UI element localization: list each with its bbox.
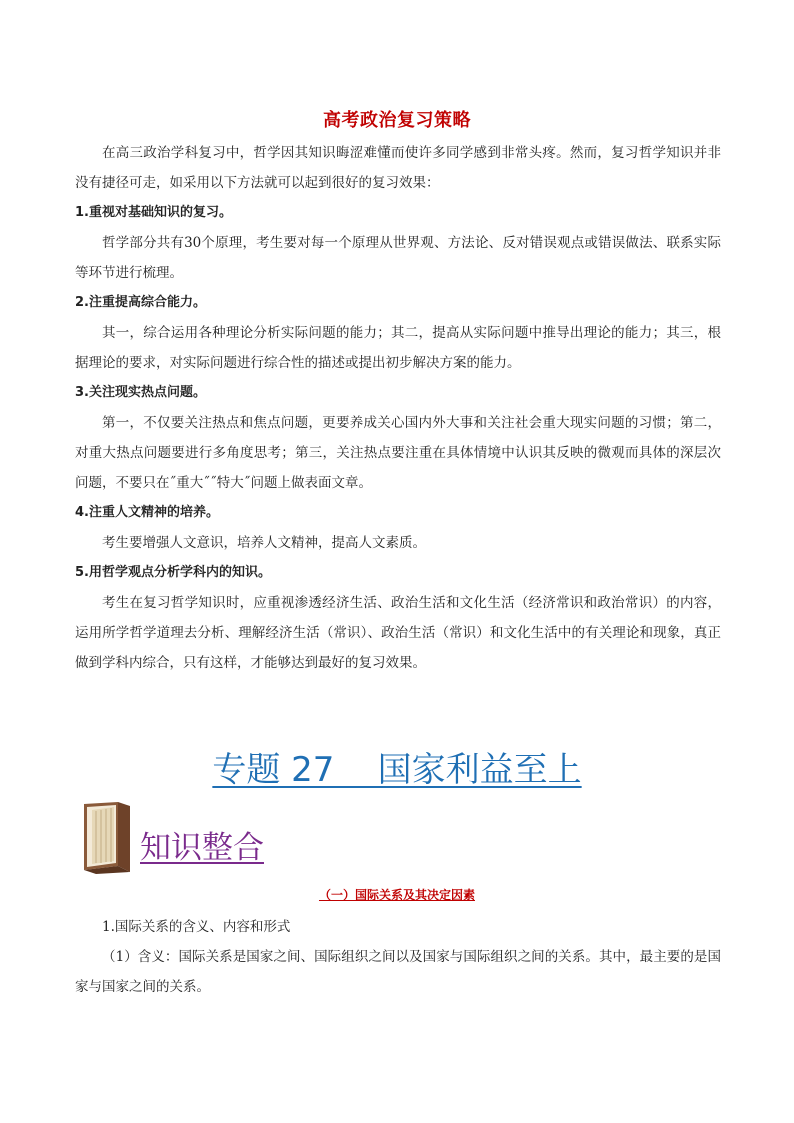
section-text: 哲学部分共有30个原理，考生要对每一个原理从世界观、方法论、反对错误观点或错误做法、联系实际等环节进行梳理。 xyxy=(75,235,721,281)
topic-title: 专题 27 国家利益至上 xyxy=(212,750,582,790)
section-heading: 4.注重人文精神的培养。 xyxy=(75,505,219,520)
section-text: 考生在复习哲学知识时，应重视渗透经济生活、政治生活和文化生活（经济常识和政治常识）的内容，运用所学哲学道理去分析、理解经济生活（常识）、政治生活（常识）和文化生活中的有关理论和现象，真正做到学科内综合，只有这样，才能够达到最好的复习效果。 xyxy=(75,595,721,671)
item-heading: 1.国际关系的含义、内容和形式 xyxy=(102,919,291,935)
page-title: 高考政治复习策略 xyxy=(323,110,471,131)
section-heading: 5.用哲学观点分析学科内的知识。 xyxy=(75,565,271,580)
knowledge-body xyxy=(75,912,721,1002)
banner-title: 知识整合 xyxy=(140,830,264,866)
section-text: 第一，不仅要关注热点和焦点问题，更要养成关心国内外大事和关注社会重大现实问题的习惯；第二，对重大热点问题要进行多角度思考；第三，关注热点要注重在具体情境中认识其反映的微观而具体的深层次问题，不要只在˝重大˝˝特大˝问题上做表面文章。 xyxy=(75,415,721,491)
section-text: 考生要增强人文意识，培养人文精神，提高人文素质。 xyxy=(102,535,426,551)
intro-paragraph: 在高三政治学科复习中，哲学因其知识晦涩难懂而使许多同学感到非常头疼。然而，复习哲学知识并非没有捷径可走，如采用以下方法就可以起到很好的复习效果： xyxy=(75,145,721,191)
section-text: 其一，综合运用各种理论分析实际问题的能力；其二，提高从实际问题中推导出理论的能力；其三，根据理论的要求，对实际问题进行综合性的描述或提出初步解决方案的能力。 xyxy=(75,325,721,371)
section-heading: 2.注重提高综合能力。 xyxy=(75,295,206,310)
section-heading: 1.重视对基础知识的复习。 xyxy=(75,205,232,220)
section-heading: 3.关注现实热点问题。 xyxy=(75,385,206,400)
item-text: （1）含义：国际关系是国家之间、国际组织之间以及国家与国际组织之间的关系。其中，最主要的是国家与国家之间的关系。 xyxy=(75,949,721,995)
subsection-title: （一）国际关系及其决定因素 xyxy=(318,888,475,902)
strategy-body xyxy=(75,138,721,678)
book-icon xyxy=(78,800,136,874)
